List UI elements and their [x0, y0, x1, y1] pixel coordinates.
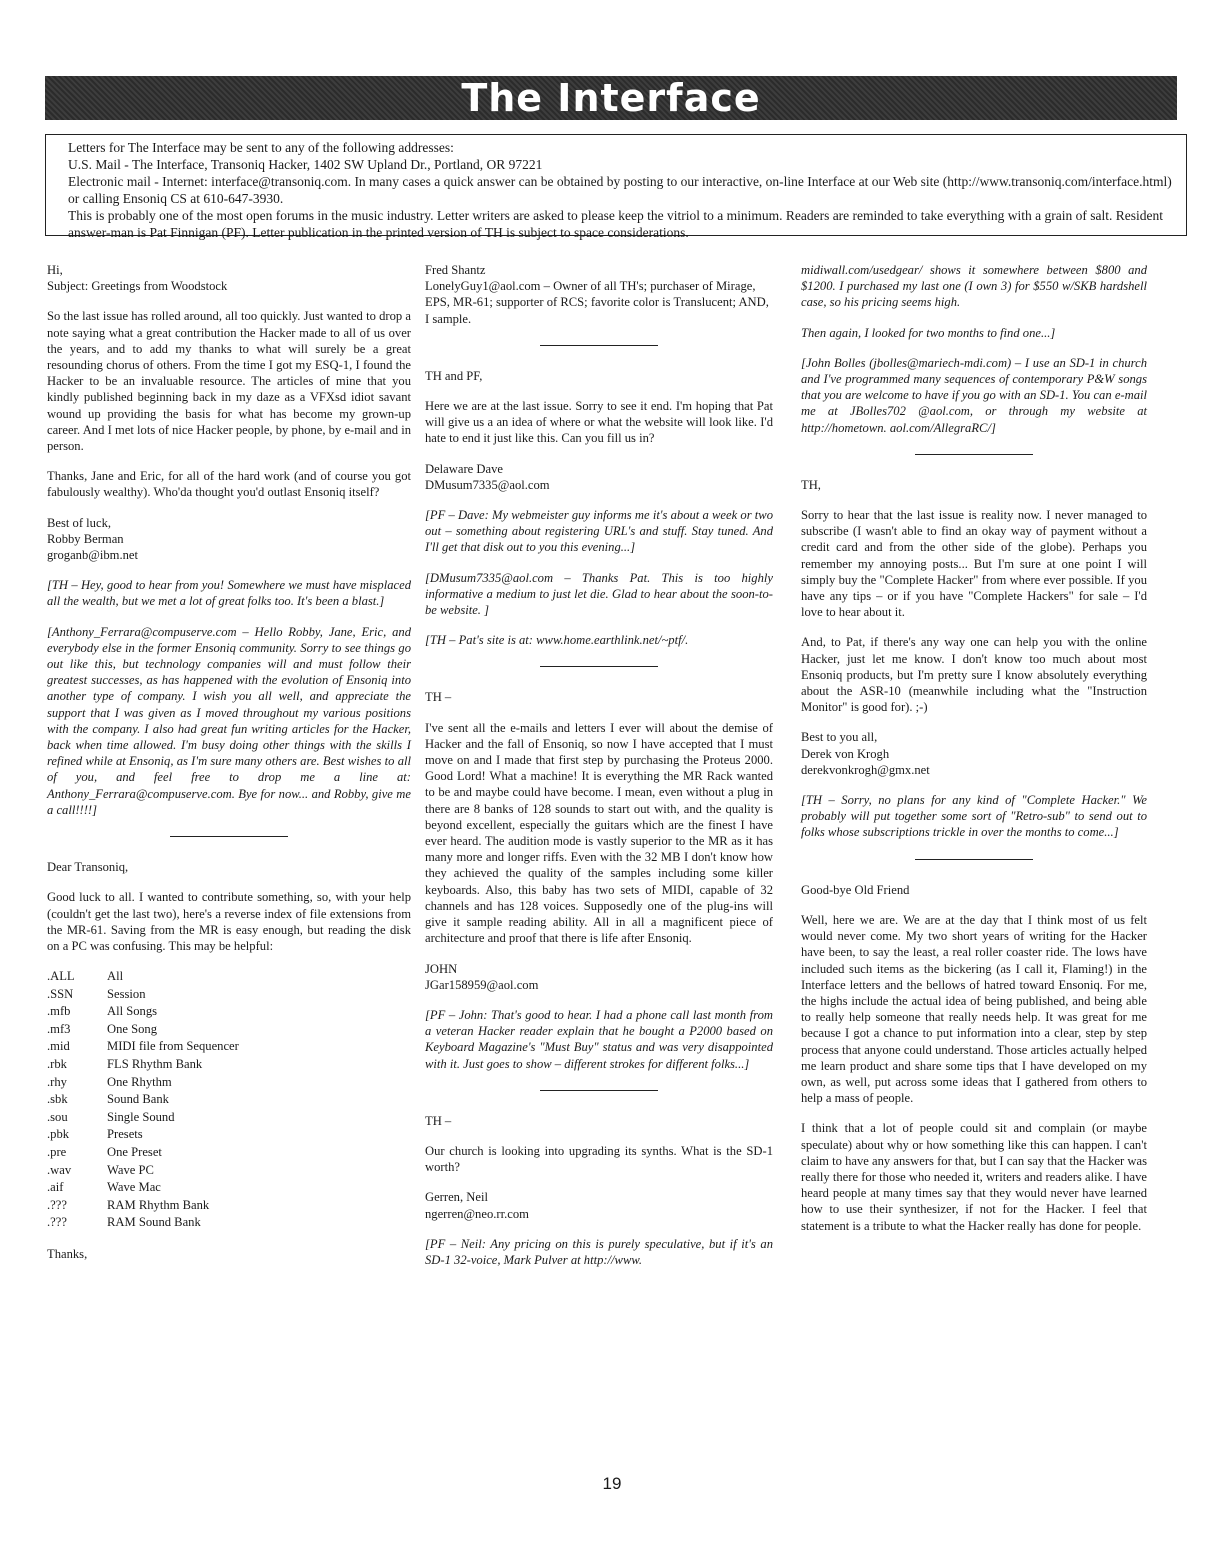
description-cell: RAM Rhythm Bank — [107, 1197, 210, 1212]
letter-salutation: Dear Transoniq, — [47, 860, 129, 875]
description-cell: Presets — [107, 1127, 143, 1142]
extension-cell: .SSN — [47, 986, 74, 1001]
letter-salutation: TH – — [425, 690, 452, 705]
letter-body: Good luck to all. I wanted to contribute something, so, with your help (couldn't get the last two), here's a reverse index of file extensions from the MR-61. Saving from the MR is easy enough, but reading the disk on a PC was confusing. This may be helpful: — [47, 890, 411, 953]
letter-body: And, to Pat, if there's any way one can help you with the online Hacker, just let me know. I don't know too much about most Ensoniq products, but I'm pretty sure I know absolutely everything about the ASR-10 (meanwhile including what the "Instruction Monitor" is good for). ;-) — [801, 635, 1147, 715]
separator-rule — [540, 345, 658, 346]
column-2 — [425, 262, 773, 1282]
editor-reply: Then again, I looked for two months to find one...] — [801, 325, 1056, 340]
editor-reply: [TH – Hey, good to hear from you! Somewhere we must have misplaced all the wealth, but we met a lot of great folks too. It's been a blast.] — [47, 578, 411, 609]
editor-reply: midiwall.com/usedgear/ shows it somewhere between $800 and $1200. I purchased my last one (I own 3) for $550 w/SKB hardshell case, so his pricing seems high. — [801, 263, 1147, 310]
table-row — [47, 1038, 239, 1056]
extension-cell: .ALL — [47, 969, 75, 984]
extension-cell: .pbk — [47, 1127, 70, 1142]
description-cell: Single Sound — [107, 1109, 175, 1124]
info-line: This is probably one of the most open forums in the music industry. Letter writers are asked to please keep the vitriol to a minimum. Readers are reminded to take everything with a grain of salt. Resident answer-man is Pat Finnigan (PF). Letter publication in the printed version of TH is subject to space considerations. — [68, 208, 1163, 240]
table-row — [47, 1021, 239, 1039]
description-cell: Wave PC — [107, 1162, 154, 1177]
table-row — [47, 1126, 239, 1144]
table-row — [47, 1003, 239, 1021]
table-row — [47, 1056, 239, 1074]
info-line: Electronic mail - Internet: interface@transoniq.com. In many cases a quick answer can be obtained by posting to our interactive, on-line Interface at our Web site (http://www.transoniq.com/interface.html) or calling Ensoniq CS at 610-647-3930. — [68, 174, 1172, 206]
separator-rule — [915, 454, 1033, 455]
info-line: U.S. Mail - The Interface, Transoniq Hacker, 1402 SW Upland Dr., Portland, OR 97221 — [68, 157, 543, 172]
letter-body: Well, here we are. We are at the day that I think most of us felt would never come. My two short years of writing for the Hacker have been, to say the least, a real roller coaster ride. The lows have included such items as the bickering (as I call it, Flaming!) in the Interface letters and the bellows of hatred toward Ensoniq. For me, the highs include the actual idea of being published, and being able to really help someone that really needs help. It was great for me because I got a chance to put information into a clear, step by step process that anyone could understand. Those articles actually helped me learn product and share some tips that I have developed on my own, as well, put across some ideas that I gathered from others to help a mass of people. — [801, 912, 1147, 1106]
extension-cell: .aif — [47, 1180, 64, 1195]
extension-cell: .??? — [47, 1215, 67, 1230]
extension-cell: .rhy — [47, 1074, 67, 1089]
extension-cell: .mfb — [47, 1004, 71, 1019]
letter-body: Thanks, Jane and Eric, for all of the hard work (and of course you got fabulously wealthy). Who'da thought you'd outlast Ensoniq itself? — [47, 469, 411, 500]
reader-reply: [Anthony_Ferrara@compuserve.com – Hello Robby, Jane, Eric, and everybody else in the former Ensoniq community. Sorry to see things go out like this, but technology companies will and must follow their greatest successes, as has happened with the evolution of Ensoniq into another type of company. I wish you all well, and appreciate the support that I was given as I moved throughout my various positions with the company. I also had great fun writing articles for the Hacker, back when time allowed. I'm busy doing other things with the skills I refined while at Ensoniq, as I'm sure many others are. Best wishes to all of you, and feel free to drop me a line at: Anthony_Ferrara@compuserve.com. Bye for now... and Robby, give me a call!!!!] — [47, 624, 411, 817]
table-row — [47, 1144, 239, 1162]
separator-rule — [540, 1090, 658, 1091]
table-row — [47, 986, 239, 1004]
table-row — [47, 1197, 239, 1215]
separator-rule — [540, 666, 658, 667]
letter-body: So the last issue has rolled around, all too quickly. Just wanted to drop a note saying what a great contribution the Hacker made to all of us over the years, and to add my thanks to what will surely be a great resounding chorus of others. From the time I got my ESQ-1, I found the Hacker to be an invaluable resource. The articles of mine that you kindly published beginning back in my daze as a VFXsd idiot savant wound up providing the basis for what has become my grown-up career. And I met lots of nice Hacker people, by phone, by e-mail and in person. — [47, 309, 411, 454]
table-row — [47, 968, 239, 986]
extension-cell: .wav — [47, 1162, 72, 1177]
letter-body: I've sent all the e-mails and letters I ever will about the demise of Hacker and the fall of Ensoniq, so now I have accepted that I must move on and I made that first step by purchasing the Proteus 2000. Good Lord! What a machine! It is everything the MR Rack wanted to be and maybe could have become. I mean, even without a plug in there are 8 banks of 128 sounds to start out with, and the quality is beyond excellent, especially the guitars which are the finest I have ever heard. The audition mode is vastly superior to the MR as it has many more and longer riffs. Even with the 32 MB I don't know how they achieved the quality of the samples including some killer keyboards. Also, this baby has two sets of MIDI, capable of 32 channels and has 128 voices. Supposedly one of the plug-ins will give it sample reading ability. All in all a magnificent piece of architecture and proof that there is life after Ensoniq. — [425, 720, 773, 946]
description-cell: All Songs — [107, 1004, 158, 1019]
editor-reply: [TH – Sorry, no plans for any kind of "Complete Hacker." We probably will put together some sort of "Retro-sub" to send out to folks whose subscriptions trickle in over the months to come...] — [801, 793, 1147, 840]
submission-info-box — [45, 134, 1187, 240]
editor-reply: [PF – John: That's good to hear. I had a phone call last month from a veteran Hacker reader explain that he bought a P2000 based on Keyboard Magazine's "Must Buy" status and was very disappointed with it. Just goes to show – different strokes for different folks...] — [425, 1007, 773, 1071]
description-cell: RAM Sound Bank — [107, 1215, 201, 1230]
letter-salutation: TH and PF, — [425, 368, 483, 383]
extension-cell: .rbk — [47, 1057, 67, 1072]
description-cell: Sound Bank — [107, 1092, 169, 1107]
letter-salutation: TH, — [801, 477, 821, 492]
table-row — [47, 1074, 239, 1092]
editor-reply: [PF – Dave: My webmeister guy informs me it's about a week or two out – something about registering URL's and stuff. Stay tuned. And I'll get that disk out to you this evening...] — [425, 508, 773, 555]
letter-salutation: TH – — [425, 1113, 452, 1128]
description-cell: MIDI file from Sequencer — [107, 1039, 239, 1054]
column-3 — [801, 262, 1147, 1248]
info-line: Letters for The Interface may be sent to any of the following addresses: — [68, 140, 454, 155]
description-cell: FLS Rhythm Bank — [107, 1057, 203, 1072]
extension-cell: .sou — [47, 1109, 68, 1124]
page-number: 19 — [602, 1474, 622, 1493]
reader-reply: [DMusum7335@aol.com – Thanks Pat. This is too highly informative a medium to just let die. Glad to hear about the soon-to-be website. ] — [425, 570, 773, 618]
file-extension-table — [47, 968, 239, 1232]
separator-rule — [170, 836, 288, 837]
extension-cell: .mid — [47, 1039, 70, 1054]
letter-signature: Delaware Dave DMusum7335@aol.com — [425, 461, 550, 492]
letter-body: Our church is looking into upgrading its synths. What is the SD-1 worth? — [425, 1143, 773, 1175]
letter-signature: Gerren, Neil ngerren@neo.rr.com — [425, 1190, 529, 1221]
letter-closing: Thanks, — [47, 1247, 88, 1262]
editor-reply: [PF – Neil: Any pricing on this is purely speculative, but if it's an SD-1 32-voice, Mark Pulver at http://www. — [425, 1236, 773, 1267]
table-row — [47, 1162, 239, 1180]
letter-salutation: Hi, Subject: Greetings from Woodstock — [47, 263, 228, 294]
table-row — [47, 1214, 239, 1232]
separator-rule — [915, 859, 1033, 860]
letter-body: Here we are at the last issue. Sorry to see it end. I'm hoping that Pat will give us a an idea of where or what the website will look like. I'd hate to end it just like this. Can you fill us in? — [425, 399, 773, 446]
description-cell: Wave Mac — [107, 1180, 161, 1195]
editor-reply: [TH – Pat's site is at: www.home.earthlink.net/~ptf/. — [425, 633, 689, 648]
description-cell: One Rhythm — [107, 1074, 172, 1089]
column-1 — [47, 262, 411, 1276]
letter-signature: Fred Shantz LonelyGuy1@aol.com – Owner of all TH's; purchaser of Mirage, EPS, MR-61; supporter of RCS; favorite color is Translucent; AND, I sample. — [425, 263, 769, 326]
description-cell: Session — [107, 986, 146, 1001]
section-banner — [45, 76, 1177, 120]
table-row — [47, 1179, 239, 1197]
letter-body: I think that a lot of people could sit and complain (or maybe speculate) about why or how something like this can happen. I can't claim to have any answers for that, but I can say that the Hacker was really there for those who needed it, writers and readers alike. I have heard people at many times say that they would never have learned how to use their synthesizer, if not for the Hacker. I feel that statement is a tribute to what the Hacker really has done for people. — [801, 1121, 1147, 1233]
extension-cell: .mf3 — [47, 1021, 71, 1036]
reader-reply: [John Bolles (jbolles@mariech-mdi.com) – I use an SD-1 in church and I've programmed many sequences of contemporary P&W songs that you are welcome to have if you go with an SD-1. You can e-mail me at JBolles702 @aol.com, or through my website at http://hometown. aol.com/AllegraRC/] — [801, 355, 1147, 435]
table-row — [47, 1091, 239, 1109]
section-title: The Interface — [461, 76, 761, 120]
letter-signature: JOHN JGar158959@aol.com — [425, 961, 539, 992]
letter-signature: Best of luck, Robby Berman groganb@ibm.net — [47, 515, 138, 563]
extension-cell: .sbk — [47, 1092, 68, 1107]
letter-signature: Best to you all, Derek von Krogh derekvonkrogh@gmx.net — [801, 730, 930, 777]
letter-heading: Good-bye Old Friend — [801, 882, 910, 897]
description-cell: One Song — [107, 1021, 158, 1036]
extension-cell: .??? — [47, 1197, 67, 1212]
table-row — [47, 1109, 239, 1127]
extension-cell: .pre — [47, 1145, 67, 1160]
description-cell: All — [107, 969, 124, 984]
description-cell: One Preset — [107, 1145, 162, 1160]
letter-body: Sorry to hear that the last issue is reality now. I never managed to subscribe (I wasn't able to find an okay way of payment without a credit card and from the other side of the globe). Perhaps you remember my annoying posts... But I'm sure at one point I will simply buy the "Complete Hacker" from where ever possible. If you have any tips – or if you have "Complete Hackers" for sale – I'd love to hear about it. — [801, 508, 1147, 620]
